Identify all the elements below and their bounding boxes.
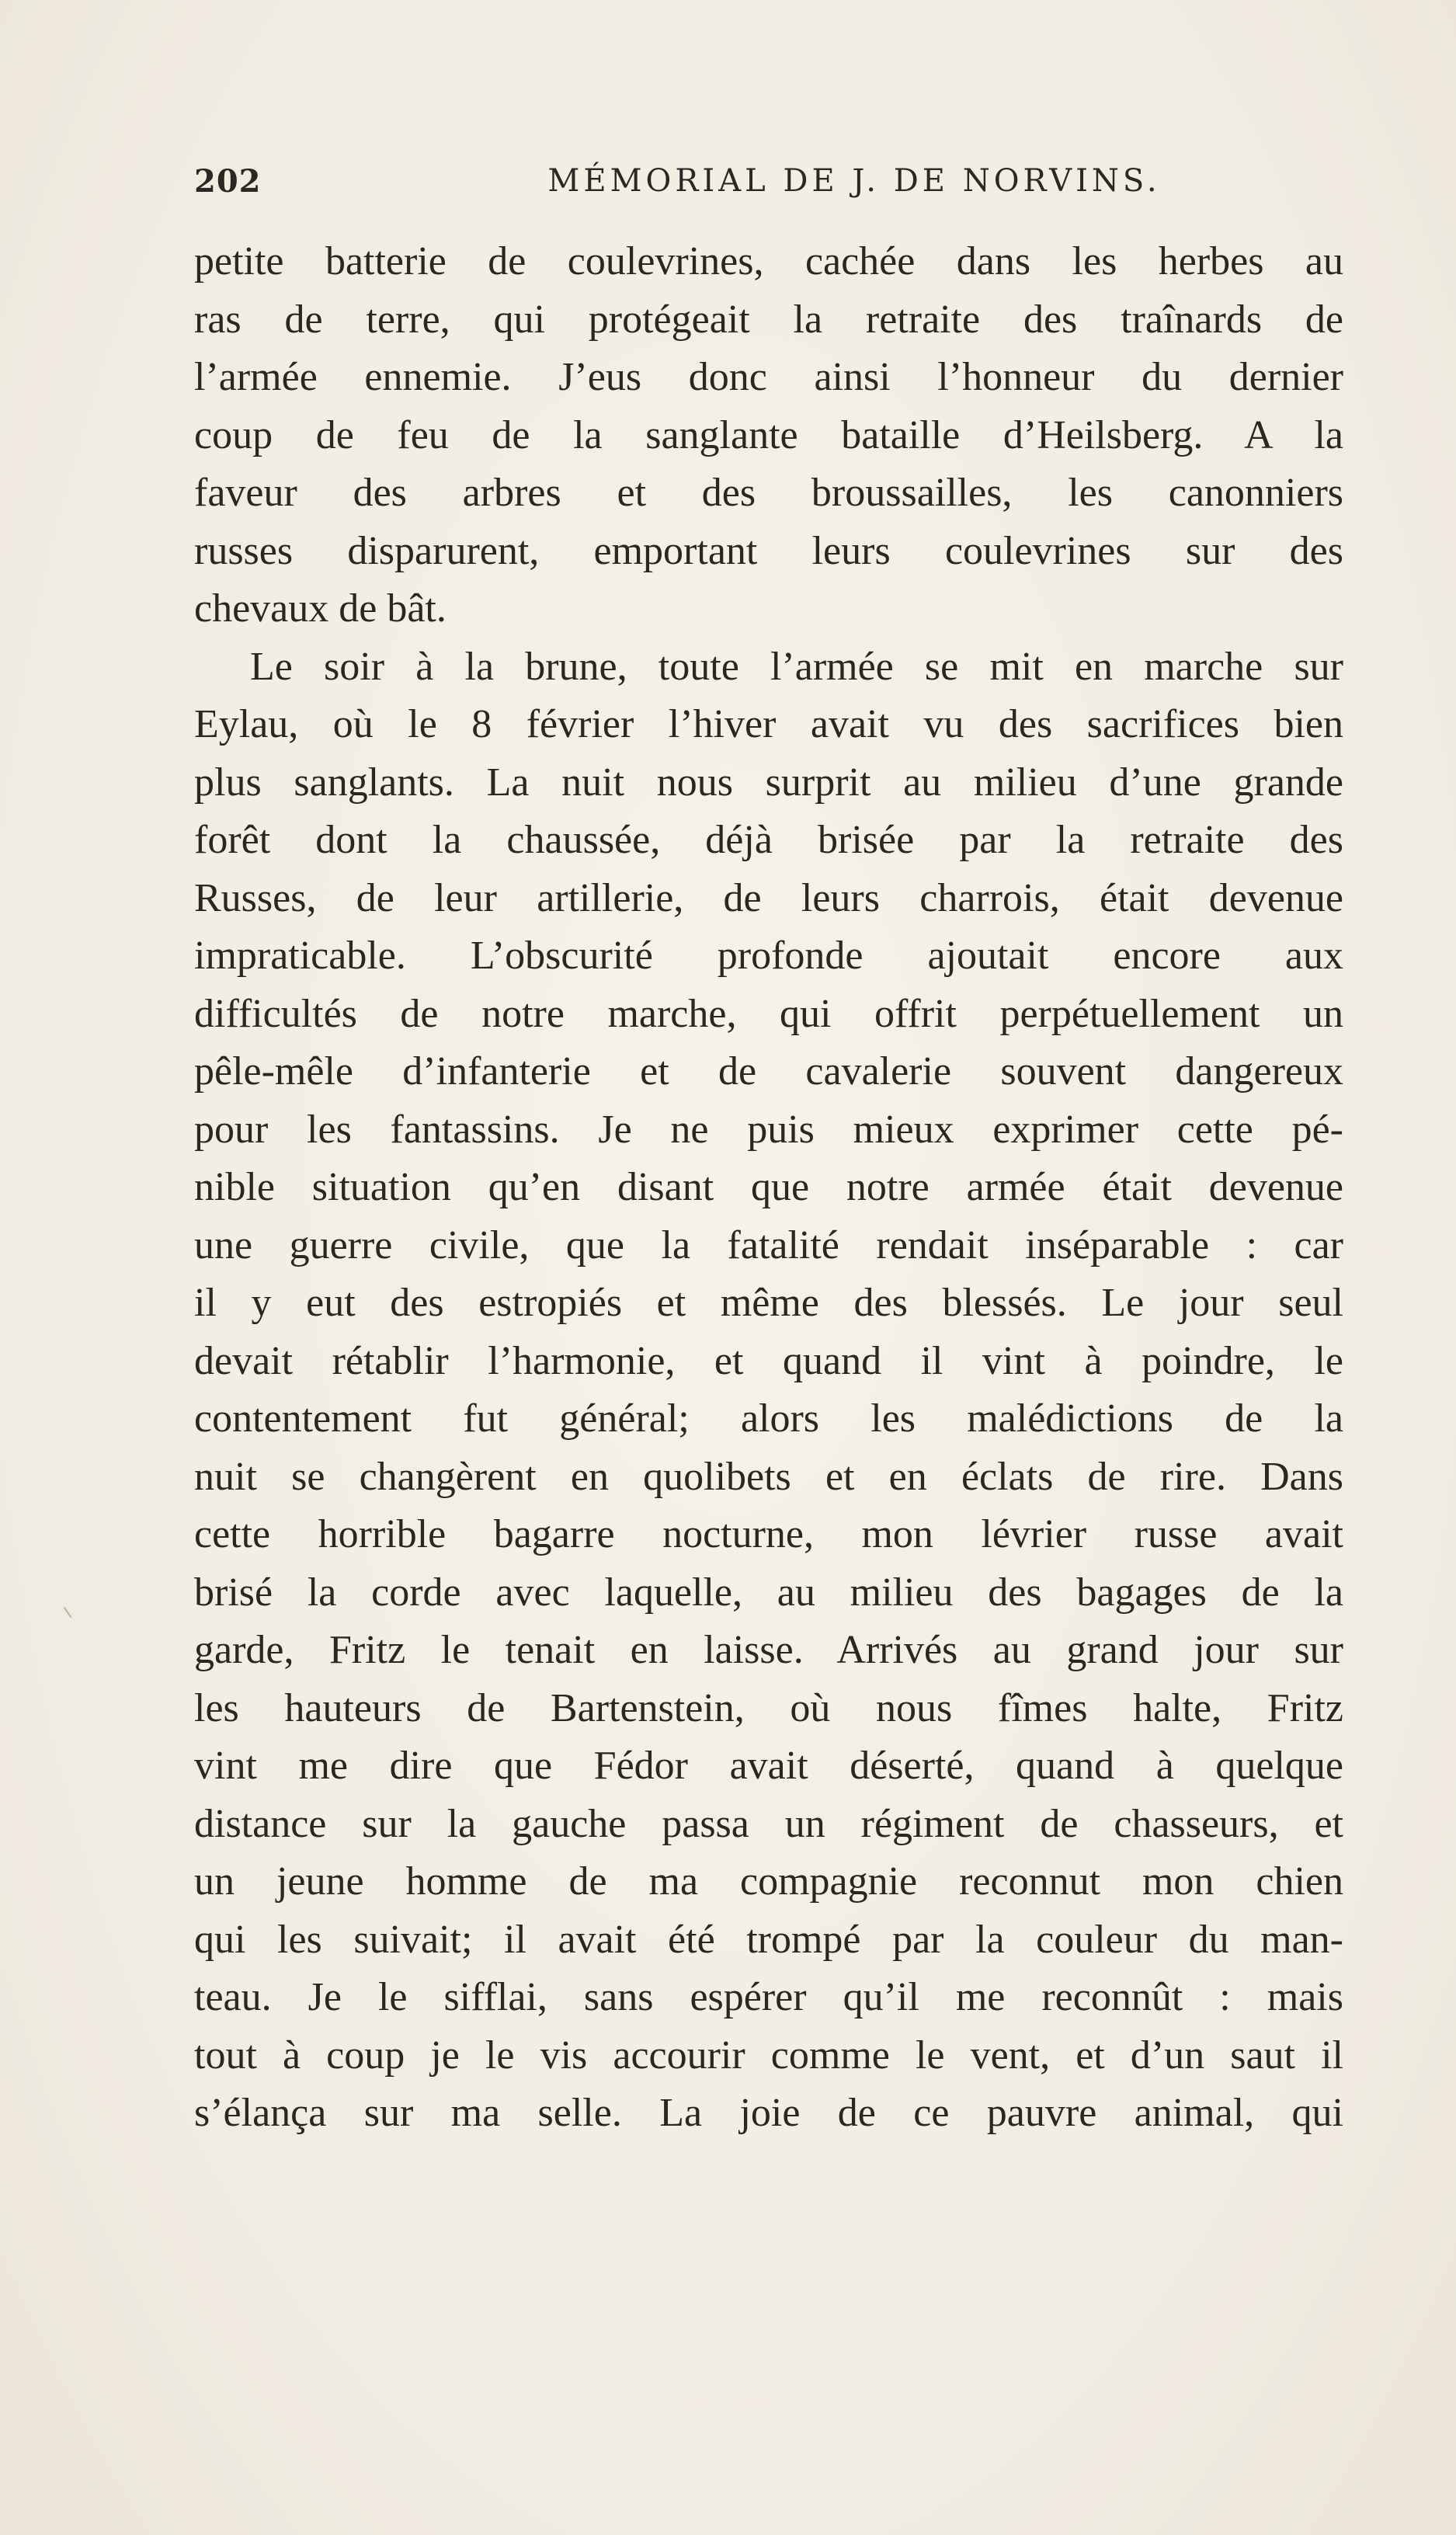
text-line: s’élança sur ma selle. La joie de ce pauvre animal, qui bbox=[194, 2091, 1343, 2135]
text-line: petite batterie de coulevrines, cachée dans les herbes au bbox=[194, 239, 1343, 283]
text-line: vint me dire que Fédor avait déserté, quand à quelque bbox=[194, 1744, 1343, 1788]
text-line: un jeune homme de ma compagnie reconnut mon chien bbox=[194, 1859, 1343, 1904]
text-line: chevaux de bât. bbox=[194, 586, 447, 631]
text-line: pêle-mêle d’infanterie et de cavalerie souvent dangereux bbox=[194, 1049, 1343, 1094]
text-line: forêt dont la chaussée, déjà brisée par la retraite des bbox=[194, 818, 1343, 862]
text-line: plus sanglants. La nuit nous surprit au milieu d’une grande bbox=[194, 760, 1343, 805]
text-line: nible situation qu’en disant que notre armée était devenue bbox=[194, 1165, 1343, 1209]
text-line: qui les suivait; il avait été trompé par la couleur du man- bbox=[194, 1917, 1343, 1962]
body-text bbox=[194, 233, 1343, 2143]
text-line: tout à coup je le vis accourir comme le vent, et d’un saut il bbox=[194, 2033, 1343, 2078]
text-line: contentement fut général; alors les malédictions de la bbox=[194, 1396, 1343, 1441]
text-line: Le soir à la brune, toute l’armée se mit en marche sur bbox=[250, 644, 1343, 689]
text-line: Russes, de leur artillerie, de leurs charrois, était devenue bbox=[194, 875, 1343, 920]
text-line: coup de feu de la sanglante bataille d’Heilsberg. A la bbox=[194, 412, 1343, 457]
text-line: distance sur la gauche passa un régiment de chasseurs, et bbox=[194, 1801, 1343, 1846]
text-line: devait rétablir l’harmonie, et quand il vint à poindre, le bbox=[194, 1338, 1343, 1383]
text-line: il y eut des estropiés et même des blessés. Le jour seul bbox=[194, 1281, 1343, 1325]
text-line: une guerre civile, que la fatalité rendait inséparable : car bbox=[194, 1222, 1343, 1268]
text-line: pour les fantassins. Je ne puis mieux exprimer cette pé- bbox=[194, 1107, 1343, 1152]
text-line: russes disparurent, emportant leurs coulevrines sur des bbox=[194, 528, 1343, 573]
page-number: 202 bbox=[194, 163, 262, 200]
text-line: difficultés de notre marche, qui offrit perpétuellement un bbox=[194, 991, 1343, 1036]
text-line: cette horrible bagarre nocturne, mon lévrier russe avait bbox=[194, 1512, 1343, 1556]
text-line: brisé la corde avec laquelle, au milieu des bagages de la bbox=[194, 1570, 1343, 1615]
text-line: ras de terre, qui protégeait la retraite des traînards de bbox=[194, 297, 1343, 342]
text-line: faveur des arbres et des broussailles, les canonniers bbox=[194, 471, 1343, 515]
paper-speck bbox=[64, 1607, 72, 1618]
text-line: impraticable. L’obscurité profonde ajoutait encore aux bbox=[194, 934, 1343, 978]
running-title: MÉMORIAL DE J. DE NORVINS. bbox=[547, 163, 1161, 199]
text-line: les hauteurs de Bartenstein, où nous fîmes halte, Fritz bbox=[194, 1685, 1343, 1730]
page-header bbox=[194, 163, 1359, 210]
text-line: teau. Je le sifflai, sans espérer qu’il me reconnût : mais bbox=[194, 1975, 1343, 2019]
text-line: nuit se changèrent en quolibets et en éclats de rire. Dans bbox=[194, 1454, 1343, 1499]
text-line: l’armée ennemie. J’eus donc ainsi l’honneur du dernier bbox=[194, 355, 1343, 399]
text-line: garde, Fritz le tenait en laisse. Arrivés au grand jour sur bbox=[194, 1628, 1343, 1672]
text-line: Eylau, où le 8 février l’hiver avait vu des sacrifices bien bbox=[194, 702, 1343, 746]
